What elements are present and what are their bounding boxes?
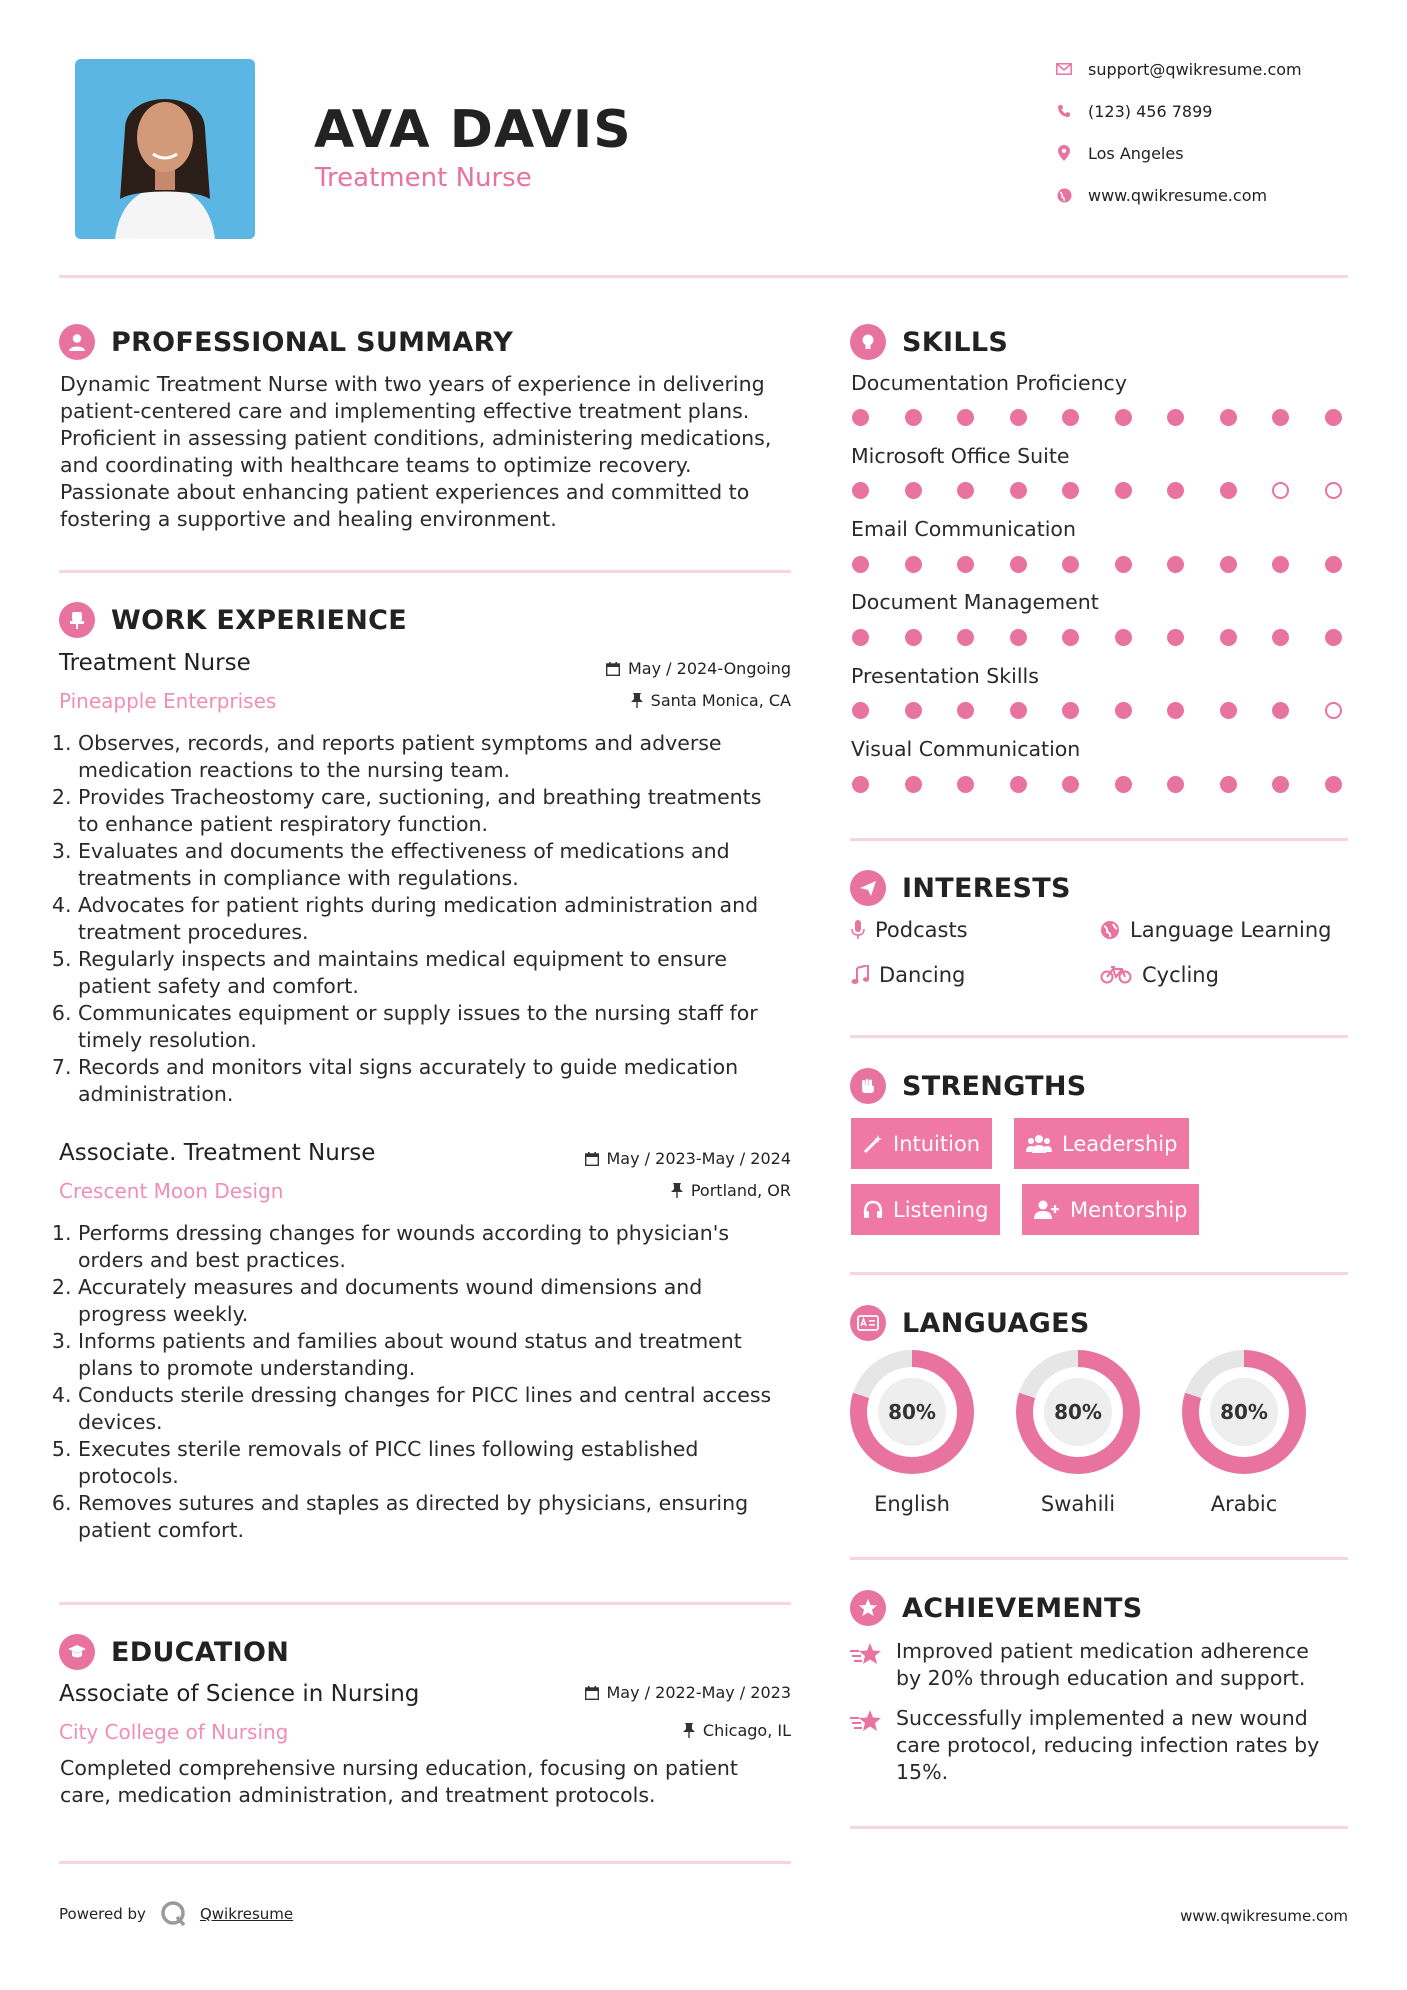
pushpin-icon xyxy=(683,1723,695,1738)
rating-dot-filled xyxy=(1272,556,1289,573)
section-divider xyxy=(850,1826,1348,1829)
rating-dot-filled xyxy=(1115,702,1132,719)
user-icon xyxy=(59,324,95,360)
languages-title: LANGUAGES xyxy=(902,1307,1090,1339)
job-title: Treatment Nurse xyxy=(59,650,251,676)
section-divider xyxy=(59,1602,791,1605)
achievement-line: Successfully implemented a new wound xyxy=(896,1706,1308,1730)
job-title: Associate. Treatment Nurse xyxy=(59,1140,376,1166)
job-company: Pineapple Enterprises xyxy=(59,689,277,713)
language-icon xyxy=(850,1305,886,1341)
rating-dot-filled xyxy=(1272,409,1289,426)
footer-powered-by xyxy=(59,1900,293,1928)
globe-icon xyxy=(1050,185,1078,205)
candidate-title: Treatment Nurse xyxy=(315,163,532,193)
summary-line: Dynamic Treatment Nurse with two years of experience in delivering xyxy=(60,372,765,396)
rating-dot-filled xyxy=(905,409,922,426)
strength-label: Listening xyxy=(893,1197,989,1222)
rating-dot-filled xyxy=(905,556,922,573)
job-dates xyxy=(585,1149,792,1168)
rating-dot-filled xyxy=(905,629,922,646)
star-icon xyxy=(850,1709,886,1786)
rating-dot-filled xyxy=(1010,776,1027,793)
powered-by-text: Powered by xyxy=(59,1905,146,1923)
footer-website[interactable]: www.qwikresume.com xyxy=(1180,1907,1348,1925)
skill-rating xyxy=(852,409,1342,426)
achievement-item xyxy=(850,1638,1309,1692)
rating-dot-filled xyxy=(852,409,869,426)
rating-dot-filled xyxy=(852,629,869,646)
rating-dot-filled xyxy=(1115,482,1132,499)
achievement-line: care protocol, reducing infection rates by xyxy=(896,1733,1320,1757)
interest-item xyxy=(1100,963,1219,987)
globe-icon xyxy=(1100,920,1120,940)
summary-line: and coordinating with healthcare teams to optimize recovery. xyxy=(60,453,692,477)
language-percent: 80% xyxy=(878,1378,946,1446)
education-line: Completed comprehensive nursing education, focusing on patient xyxy=(60,1756,738,1780)
rating-dot-filled xyxy=(957,702,974,719)
section-divider xyxy=(59,1861,791,1864)
skill-name: Microsoft Office Suite xyxy=(851,444,1070,468)
rating-dot-filled xyxy=(1220,409,1237,426)
language-percent: 80% xyxy=(1044,1378,1112,1446)
skill-name: Email Communication xyxy=(851,517,1076,541)
strengths-title: STRENGTHS xyxy=(902,1070,1087,1102)
skills-title: SKILLS xyxy=(902,326,1009,358)
contact-location xyxy=(1050,143,1184,163)
rating-dot-filled xyxy=(1220,556,1237,573)
rating-dot-filled xyxy=(1010,556,1027,573)
profile-photo xyxy=(75,59,255,239)
location-text: Los Angeles xyxy=(1088,143,1184,163)
skill-name: Presentation Skills xyxy=(851,664,1039,688)
list-item: 3. Informs patients and families about wound status and treatment plans to promote understanding. xyxy=(78,1328,800,1382)
strength-label: Leadership xyxy=(1062,1131,1178,1156)
rating-dot-filled xyxy=(852,702,869,719)
rating-dot-filled xyxy=(1272,702,1289,719)
interest-label: Dancing xyxy=(879,963,966,987)
skills-section-heading xyxy=(850,324,1008,360)
users-icon xyxy=(1026,1134,1052,1154)
education-location xyxy=(683,1721,791,1740)
skill-rating xyxy=(852,482,1342,499)
summary-line: fostering a supportive and healing environment. xyxy=(60,507,557,531)
rating-dot-filled xyxy=(1325,629,1342,646)
list-item: 4. Advocates for patient rights during medication administration and treatment procedures. xyxy=(78,892,800,946)
rating-dot-filled xyxy=(905,702,922,719)
job-dates xyxy=(606,659,791,678)
interest-label: Language Learning xyxy=(1130,918,1332,942)
job-dates-text: May / 2024-Ongoing xyxy=(628,659,791,678)
list-item: 1. Performs dressing changes for wounds according to physician's orders and best practices. xyxy=(78,1220,800,1274)
language-item xyxy=(850,1350,974,1516)
rating-dot-filled xyxy=(1325,409,1342,426)
job-duties-list xyxy=(60,1220,800,1544)
briefcase-icon xyxy=(59,602,95,638)
rating-dot-filled xyxy=(1062,702,1079,719)
interests-section-heading xyxy=(850,870,1071,906)
summary-line: Passionate about enhancing patient experiences and committed to xyxy=(60,480,750,504)
rating-dot-filled xyxy=(1062,629,1079,646)
language-name: English xyxy=(874,1492,950,1516)
rating-dot-filled xyxy=(957,556,974,573)
rating-dot-filled xyxy=(905,776,922,793)
language-name: Swahili xyxy=(1040,1492,1116,1516)
interest-item xyxy=(851,918,968,942)
rating-dot-filled xyxy=(1010,629,1027,646)
education-location-text: Chicago, IL xyxy=(702,1721,791,1740)
rating-dot-filled xyxy=(1062,482,1079,499)
list-item: 2. Provides Tracheostomy care, suctioning, and breathing treatments to enhance patient respiratory function. xyxy=(78,784,800,838)
rating-dot-filled xyxy=(905,482,922,499)
email-text: support@qwikresume.com xyxy=(1088,59,1302,79)
summary-line: Proficient in assessing patient conditions, administering medications, xyxy=(60,426,772,450)
star-icon xyxy=(850,1642,886,1692)
rating-dot-filled xyxy=(1010,482,1027,499)
rating-dot-filled xyxy=(1272,629,1289,646)
job-location xyxy=(671,1181,791,1200)
school-name: City College of Nursing xyxy=(59,1720,289,1744)
rating-dot-filled xyxy=(1167,482,1184,499)
interest-label: Podcasts xyxy=(875,918,968,942)
rating-dot-filled xyxy=(1272,776,1289,793)
skill-rating xyxy=(852,702,1342,719)
rating-dot-empty xyxy=(1325,702,1342,719)
education-line: care, medication administration, and treatment protocols. xyxy=(60,1783,656,1807)
user-plus-icon xyxy=(1034,1200,1060,1220)
rating-dot-filled xyxy=(1010,702,1027,719)
rating-dot-filled xyxy=(1167,629,1184,646)
rating-dot-filled xyxy=(1220,482,1237,499)
rating-dot-filled xyxy=(1167,776,1184,793)
brand-link[interactable]: Qwikresume xyxy=(199,1905,294,1923)
list-item: 3. Evaluates and documents the effectiveness of medications and treatments in compliance with regulations. xyxy=(78,838,800,892)
strength-label: Intuition xyxy=(893,1131,981,1156)
strength-tag xyxy=(1014,1118,1189,1169)
job-duties-list xyxy=(60,730,800,1108)
rating-dot-filled xyxy=(1115,409,1132,426)
calendar-icon xyxy=(585,1152,599,1166)
rating-dot-filled xyxy=(852,556,869,573)
bicycle-icon xyxy=(1100,966,1132,984)
education-dates xyxy=(585,1683,792,1702)
strength-label: Mentorship xyxy=(1070,1197,1188,1222)
skill-rating xyxy=(852,556,1342,573)
language-item xyxy=(1016,1350,1140,1516)
rating-dot-filled xyxy=(957,776,974,793)
strengths-section-heading xyxy=(850,1068,1087,1104)
strength-tag xyxy=(851,1184,1000,1235)
graduation-cap-icon xyxy=(59,1634,95,1670)
rating-dot-filled xyxy=(1325,556,1342,573)
candidate-name: AVA DAVIS xyxy=(314,100,632,160)
star-icon xyxy=(850,1590,886,1626)
interests-title: INTERESTS xyxy=(902,872,1071,904)
education-description xyxy=(60,1755,738,1809)
rating-dot-filled xyxy=(1167,409,1184,426)
achievement-line: 15%. xyxy=(896,1760,949,1784)
interest-item xyxy=(851,963,965,987)
languages-section-heading xyxy=(850,1305,1090,1341)
skill-rating xyxy=(852,629,1342,646)
rating-dot-filled xyxy=(1220,702,1237,719)
rating-dot-filled xyxy=(1115,776,1132,793)
section-divider xyxy=(850,838,1348,841)
list-item: 6. Removes sutures and staples as directed by physicians, ensuring patient comfort. xyxy=(78,1490,800,1544)
calendar-icon xyxy=(585,1686,599,1700)
job-location-text: Portland, OR xyxy=(690,1181,791,1200)
achievements-section-heading xyxy=(850,1590,1143,1626)
language-item xyxy=(1182,1350,1306,1516)
skill-rating xyxy=(852,776,1342,793)
rating-dot-filled xyxy=(852,776,869,793)
rating-dot-filled xyxy=(1115,629,1132,646)
list-item: 1. Observes, records, and reports patient symptoms and adverse medication reactions to the nursing team. xyxy=(78,730,800,784)
interest-item xyxy=(1100,918,1331,942)
headphones-icon xyxy=(863,1200,883,1220)
rating-dot-empty xyxy=(1325,482,1342,499)
map-pin-icon xyxy=(1050,143,1078,163)
language-progress-ring xyxy=(1182,1350,1306,1474)
strength-tag xyxy=(1022,1184,1199,1235)
phone-text: (123) 456 7899 xyxy=(1088,101,1213,121)
rating-dot-filled xyxy=(1010,409,1027,426)
job-location xyxy=(631,691,791,710)
achievement-item xyxy=(850,1705,1319,1786)
phone-icon xyxy=(1050,101,1078,121)
music-note-icon xyxy=(851,965,869,985)
rating-dot-filled xyxy=(1062,776,1079,793)
header-divider xyxy=(59,275,1348,278)
summary-section-heading xyxy=(59,324,513,360)
summary-line: patient-centered care and implementing effective treatment plans. xyxy=(60,399,750,423)
achievements-title: ACHIEVEMENTS xyxy=(902,1592,1143,1624)
qwikresume-logo-icon xyxy=(160,1900,188,1928)
skill-name: Document Management xyxy=(851,590,1099,614)
microphone-icon xyxy=(851,920,865,940)
list-item: 4. Conducts sterile dressing changes for PICC lines and central access devices. xyxy=(78,1382,800,1436)
job-company: Crescent Moon Design xyxy=(59,1179,284,1203)
magic-wand-icon xyxy=(863,1134,883,1154)
skill-name: Documentation Proficiency xyxy=(851,371,1127,395)
section-divider xyxy=(59,570,791,573)
pushpin-icon xyxy=(671,1183,683,1198)
experience-section-heading xyxy=(59,602,407,638)
calendar-icon xyxy=(606,662,620,676)
list-item: 6. Communicates equipment or supply issues to the nursing staff for timely resolution. xyxy=(78,1000,800,1054)
rating-dot-filled xyxy=(957,482,974,499)
rating-dot-filled xyxy=(1325,776,1342,793)
interest-label: Cycling xyxy=(1142,963,1219,987)
envelope-icon xyxy=(1050,59,1078,79)
list-item: 5. Regularly inspects and maintains medical equipment to ensure patient safety and comfort. xyxy=(78,946,800,1000)
rating-dot-filled xyxy=(1115,556,1132,573)
rating-dot-empty xyxy=(1272,482,1289,499)
contact-email[interactable] xyxy=(1050,59,1302,79)
job-dates-text: May / 2023-May / 2024 xyxy=(606,1149,791,1168)
section-divider xyxy=(850,1272,1348,1275)
summary-title: PROFESSIONAL SUMMARY xyxy=(111,326,514,358)
job-location-text: Santa Monica, CA xyxy=(650,691,791,710)
rating-dot-filled xyxy=(1062,556,1079,573)
paper-plane-icon xyxy=(850,870,886,906)
rating-dot-filled xyxy=(1167,702,1184,719)
fist-icon xyxy=(850,1068,886,1104)
rating-dot-filled xyxy=(852,482,869,499)
achievement-line: Improved patient medication adherence xyxy=(896,1639,1309,1663)
rating-dot-filled xyxy=(957,409,974,426)
summary-text xyxy=(60,371,771,533)
language-percent: 80% xyxy=(1210,1378,1278,1446)
section-divider xyxy=(850,1557,1348,1560)
rating-dot-filled xyxy=(1220,629,1237,646)
contact-phone[interactable] xyxy=(1050,101,1212,121)
education-title: EDUCATION xyxy=(111,1636,290,1668)
pushpin-icon xyxy=(631,693,643,708)
achievement-line: by 20% through education and support. xyxy=(896,1666,1306,1690)
skill-name: Visual Communication xyxy=(851,737,1081,761)
education-dates-text: May / 2022-May / 2023 xyxy=(606,1683,791,1702)
language-name: Arabic xyxy=(1210,1492,1278,1516)
language-progress-ring xyxy=(1016,1350,1140,1474)
list-item: 7. Records and monitors vital signs accurately to guide medication administration. xyxy=(78,1054,800,1108)
experience-title: WORK EXPERIENCE xyxy=(111,604,407,636)
education-section-heading xyxy=(59,1634,289,1670)
list-item: 5. Executes sterile removals of PICC lines following established protocols. xyxy=(78,1436,800,1490)
website-text: www.qwikresume.com xyxy=(1088,185,1268,205)
list-item: 2. Accurately measures and documents wound dimensions and progress weekly. xyxy=(78,1274,800,1328)
rating-dot-filled xyxy=(957,629,974,646)
language-progress-ring xyxy=(850,1350,974,1474)
strength-tag xyxy=(851,1118,992,1169)
rating-dot-filled xyxy=(1220,776,1237,793)
rating-dot-filled xyxy=(1062,409,1079,426)
degree-title: Associate of Science in Nursing xyxy=(59,1681,420,1707)
lightbulb-icon xyxy=(850,324,886,360)
rating-dot-filled xyxy=(1167,556,1184,573)
contact-website[interactable] xyxy=(1050,185,1267,205)
section-divider xyxy=(850,1035,1348,1038)
